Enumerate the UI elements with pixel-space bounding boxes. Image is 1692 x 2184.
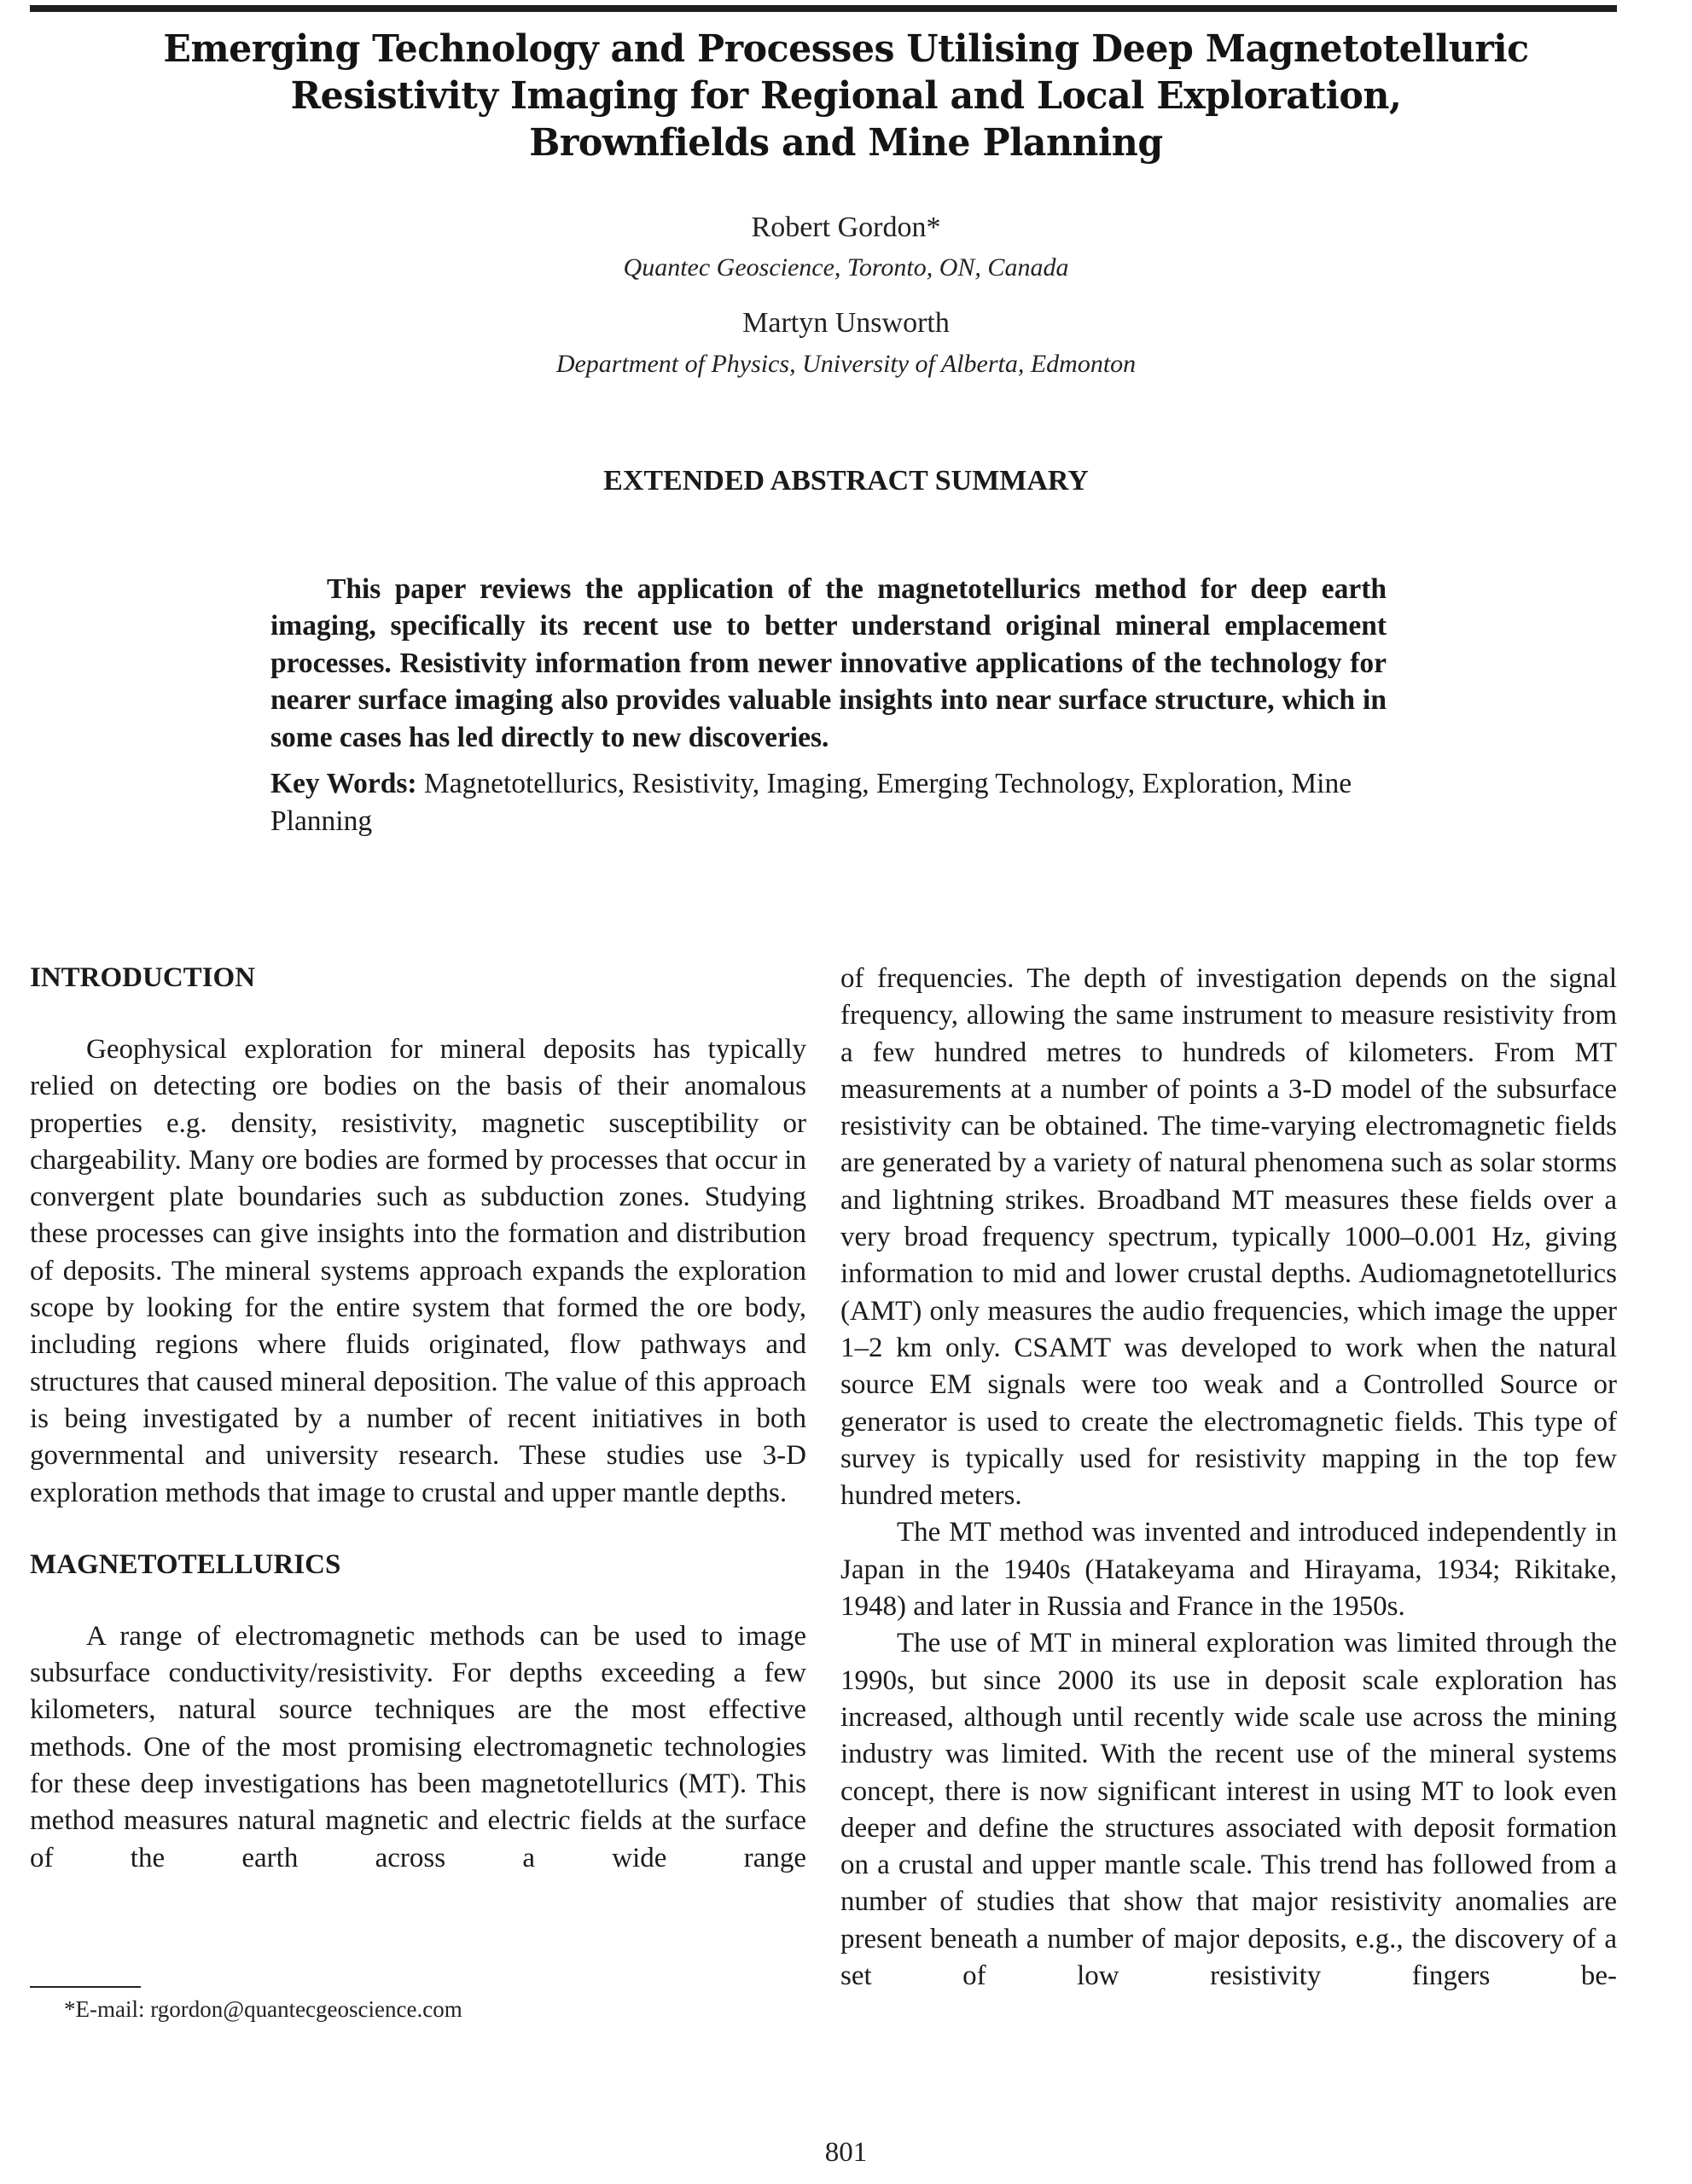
keywords-label: Key Words: <box>270 768 417 799</box>
mt-usage-paragraph: The use of MT in mineral exploration was limited through the 1990s, but since 2000 its use in deposit scale exploration has increased, although until recently wide scale use across the mining industry was limited. With the recent use of the mineral systems concept, there is now significant interest in using MT to look even deeper and define the structures associated with deposit formation on a crustal and upper mantle scale. This trend has followed from a number of studies that show that major resistivity anomalies are present beneath a number of major deposits, e.g., the discovery of a set of low resistivity fingers be- <box>840 1628 1617 1992</box>
paper-title <box>75 26 1617 166</box>
author-name: Martyn Unsworth <box>742 307 950 339</box>
section-heading-magnetotellurics: MAGNETOTELLURICS <box>30 1548 341 1580</box>
section-heading-introduction: INTRODUCTION <box>30 962 256 993</box>
mt-paragraph: A range of electromagnetic methods can be used to image subsurface conductivity/resistivity. For depths exceeding a few kilometers, natural source techniques are the most effective methods. One of the most promising electromagnetic technologies for these deep investigations has been magnetotellurics (MT). This method measures natural magnetic and electric fields at the surface of the earth across a wide range <box>30 1620 806 1873</box>
right-column <box>840 961 1617 1995</box>
author-affiliation: Quantec Geoscience, Toronto, ON, Canada <box>623 253 1069 282</box>
title-line-2: Resistivity Imaging for Regional and Local Exploration, <box>290 74 1402 118</box>
title-line-1: Emerging Technology and Processes Utilising Deep Magnetotelluric <box>163 27 1529 71</box>
mt-history-paragraph: The MT method was invented and introduced independently in Japan in the 1940s (Hatakeyama and Hirayama, 1934; Rikitake, 1948) and later in Russia and France in the 1950s. <box>840 1517 1617 1623</box>
footnote-rule <box>30 1986 141 1988</box>
author-name: Robert Gordon* <box>751 212 941 243</box>
mt-paragraph-continued: of frequencies. The depth of investigation depends on the signal frequency, allowing the same instrument to measure resistivity from a few hundred metres to hundreds of kilometers. From MT measurements at a number of points a 3-D model of the subsurface resistivity can be obtained. The time-varying electromagnetic fields are generated by a variety of natural phenomena such as solar storms and lightning strikes. Broadband MT measures these fields over a very broad frequency spectrum, typically 1000–0.001 Hz, giving information to mid and lower crustal depths. Audiomagnetotellurics (AMT) only measures the audio frequencies, which image the upper 1–2 km only. CSAMT was developed to work when the natural source EM signals were too weak and a Controlled Source or generator is used to create the electromagnetic fields. This type of survey is typically used for resistivity mapping in the top few hundred meters. <box>840 963 1617 1512</box>
footnote-email: *E-mail: rgordon@quantecgeoscience.com <box>64 1996 462 2022</box>
intro-paragraph: Geophysical exploration for mineral deposits has typically relied on detecting ore bodies on the basis of their anomalous properties e.g. density, resistivity, magnetic susceptibility or chargeability. Many ore bodies are formed by processes that occur in convergent plate boundaries such as subduction zones. Studying these processes can give insights into the formation and distribution of deposits. The mineral systems approach expands the exploration scope by looking for the entire system that formed the ore body, including regions where fluids originated, flow pathways and structures that caused mineral deposition. The value of this approach is being investigated by a number of recent initiatives in both governmental and university research. These studies use 3-D exploration methods that image to crustal and upper mantle depths. <box>30 1034 806 1508</box>
title-line-3: Brownfields and Mine Planning <box>529 121 1163 165</box>
header-rule <box>30 5 1617 12</box>
abstract-heading: EXTENDED ABSTRACT SUMMARY <box>603 465 1089 497</box>
page-number: 801 <box>824 2137 868 2168</box>
left-column <box>30 960 806 1877</box>
keywords <box>270 765 1387 839</box>
keywords-text: Magnetotellurics, Resistivity, Imaging, Emerging Technology, Exploration, Mine Planning <box>270 768 1352 837</box>
abstract-body: This paper reviews the application of the magnetotellurics method for deep earth imaging, specifically its recent use to better understand original mineral emplacement processes. Resistivity information from newer innovative applications of the technology for nearer surface imaging also provides valuable insights into near surface structure, which in some cases has led directly to new discoveries. <box>270 572 1387 753</box>
author-affiliation: Department of Physics, University of Alberta, Edmonton <box>555 350 1137 378</box>
